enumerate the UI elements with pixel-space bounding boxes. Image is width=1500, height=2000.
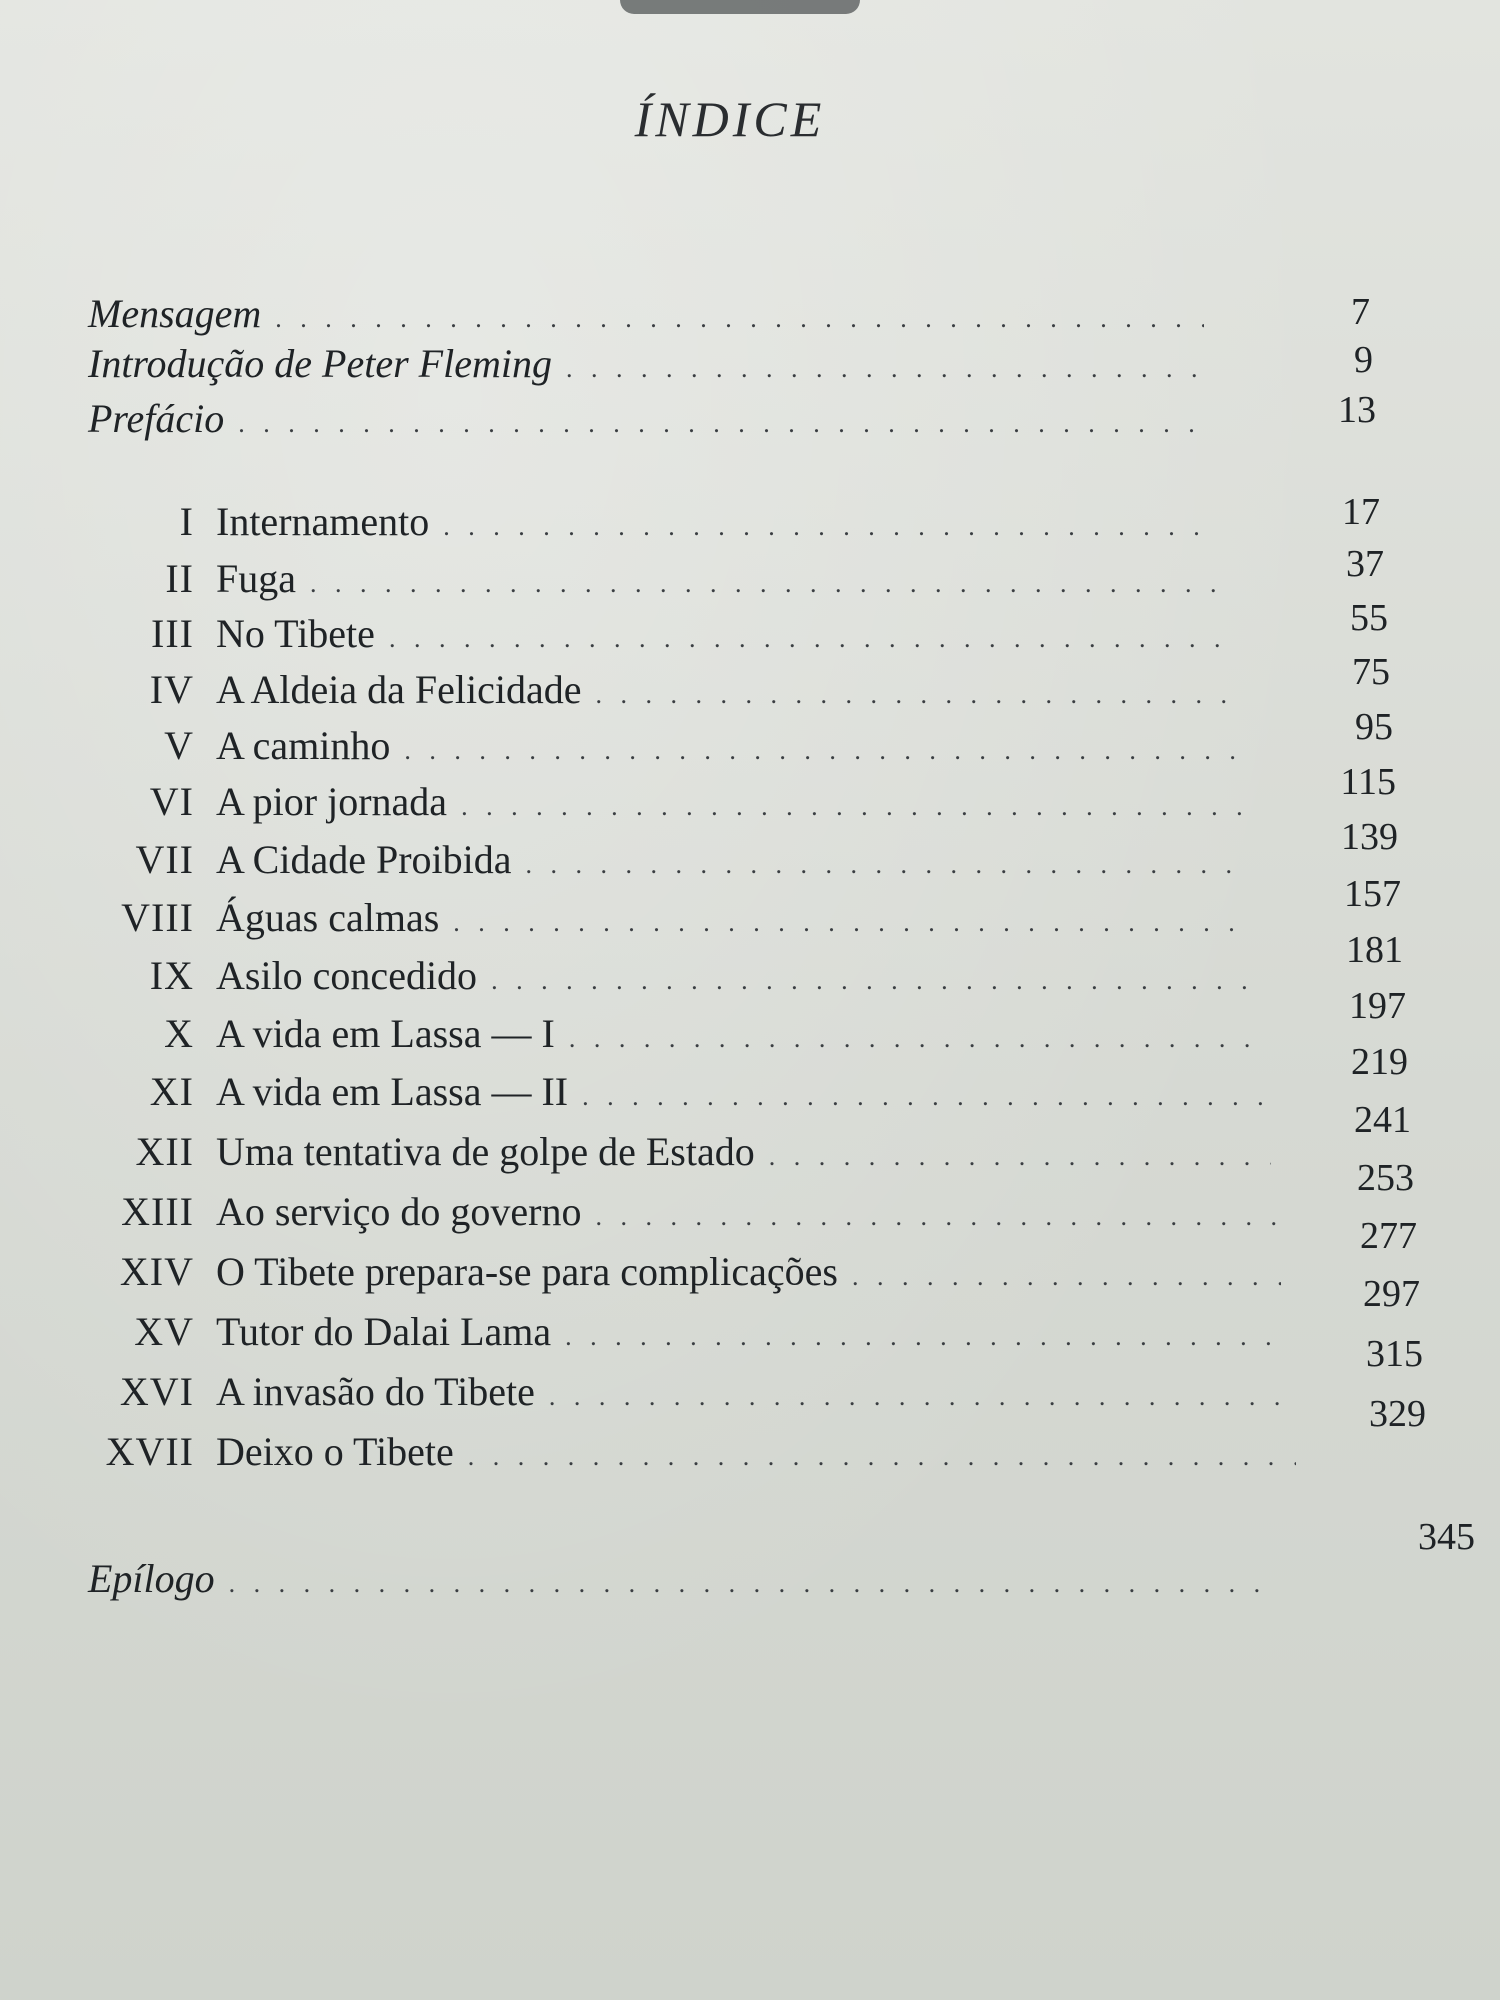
chapter-page-number: 75 xyxy=(1352,651,1390,693)
chapter-numeral: I xyxy=(179,499,194,544)
chapter-numeral: XII xyxy=(135,1129,194,1174)
chapter-numeral: XVII xyxy=(105,1429,194,1474)
chapter-page-number: 55 xyxy=(1350,597,1388,639)
chapter-page-number: 277 xyxy=(1360,1215,1417,1257)
chapter-numeral: II xyxy=(165,556,194,601)
toc-chapter-14 xyxy=(90,1248,1295,1296)
dot-leader xyxy=(310,569,1221,599)
dot-leader xyxy=(238,409,1214,439)
toc-entry-epilogo xyxy=(88,1555,1278,1603)
chapter-title: A pior jornada xyxy=(216,779,448,824)
chapter-title: Deixo o Tibete xyxy=(216,1429,454,1474)
toc-chapter-4 xyxy=(90,666,1245,714)
toc-entry-label: Prefácio xyxy=(88,396,225,441)
chapter-title: Fuga xyxy=(216,556,296,601)
chapter-title: No Tibete xyxy=(216,611,375,656)
toc-chapter-1 xyxy=(90,498,1230,546)
dot-leader xyxy=(461,792,1241,822)
toc-chapter-9 xyxy=(90,952,1270,1000)
page-title: ÍNDICE xyxy=(634,91,826,147)
dot-leader xyxy=(491,966,1256,996)
toc-chapter-15 xyxy=(90,1308,1300,1356)
chapter-numeral: XV xyxy=(134,1309,194,1354)
chapter-title: Tutor do Dalai Lama xyxy=(216,1309,552,1354)
dot-leader xyxy=(565,1322,1286,1352)
dot-leader xyxy=(389,624,1226,654)
chapter-page-number: 139 xyxy=(1341,816,1398,858)
toc-chapter-6 xyxy=(90,778,1255,826)
toc-page-number: 13 xyxy=(1338,389,1376,431)
chapter-page-number: 241 xyxy=(1354,1099,1411,1141)
chapter-numeral: IX xyxy=(149,953,194,998)
chapter-numeral: XIV xyxy=(119,1249,194,1294)
chapter-title: Internamento xyxy=(216,499,430,544)
chapter-title: A vida em Lassa — II xyxy=(216,1069,569,1114)
chapter-page-number: 253 xyxy=(1357,1157,1414,1199)
chapter-page-number: 315 xyxy=(1366,1333,1423,1375)
dot-leader xyxy=(468,1442,1296,1472)
toc-page-number: 9 xyxy=(1354,339,1373,381)
chapter-page-number: 181 xyxy=(1346,929,1403,971)
page-top-shadow xyxy=(620,0,860,14)
chapter-numeral: X xyxy=(164,1011,194,1056)
toc-entry-introducao xyxy=(88,340,1218,388)
toc-entry-mensagem xyxy=(88,290,1218,338)
toc-chapter-12 xyxy=(90,1128,1285,1176)
chapter-numeral: VIII xyxy=(121,895,194,940)
chapter-title: Asilo concedido xyxy=(216,953,478,998)
toc-entry-label: Mensagem xyxy=(88,291,262,336)
dot-leader xyxy=(769,1142,1271,1172)
chapter-numeral: III xyxy=(151,611,194,656)
toc-chapter-11 xyxy=(90,1068,1280,1116)
chapter-numeral: XIII xyxy=(121,1189,194,1234)
chapter-numeral: IV xyxy=(149,667,194,712)
dot-leader xyxy=(566,354,1204,384)
dot-leader xyxy=(526,850,1246,880)
dot-leader xyxy=(443,512,1216,542)
dot-leader xyxy=(549,1382,1291,1412)
chapter-numeral: VI xyxy=(149,779,194,824)
toc-chapter-5 xyxy=(90,722,1250,770)
dot-leader xyxy=(275,304,1204,334)
chapter-page-number: 197 xyxy=(1349,985,1406,1027)
chapter-numeral: V xyxy=(164,723,194,768)
chapter-title: A vida em Lassa — I xyxy=(216,1011,555,1056)
toc-page-number: 7 xyxy=(1351,291,1370,333)
toc-chapter-10 xyxy=(90,1010,1275,1058)
chapter-title: A invasão do Tibete xyxy=(216,1369,535,1414)
chapter-title: A Aldeia da Felicidade xyxy=(216,667,582,712)
chapter-page-number: 219 xyxy=(1351,1041,1408,1083)
chapter-page-number: 115 xyxy=(1340,761,1396,803)
toc-page-number: 345 xyxy=(1418,1516,1475,1558)
chapter-page-number: 37 xyxy=(1346,543,1384,585)
dot-leader xyxy=(595,680,1231,710)
toc-entry-prefacio xyxy=(88,395,1228,443)
chapter-numeral: XI xyxy=(149,1069,194,1114)
chapter-title: A caminho xyxy=(216,723,391,768)
dot-leader xyxy=(852,1262,1281,1292)
toc-chapter-8 xyxy=(90,894,1265,942)
toc-chapter-3 xyxy=(90,610,1240,658)
chapter-page-number: 157 xyxy=(1344,873,1401,915)
toc-chapter-16 xyxy=(90,1368,1305,1416)
dot-leader xyxy=(582,1082,1266,1112)
dot-leader xyxy=(453,908,1251,938)
dot-leader xyxy=(404,736,1236,766)
chapter-title: Uma tentativa de golpe de Estado xyxy=(216,1129,755,1174)
chapter-page-number: 95 xyxy=(1355,706,1393,748)
toc-entry-label: Epílogo xyxy=(88,1556,215,1601)
toc-chapter-2 xyxy=(90,555,1235,603)
chapter-numeral: XVI xyxy=(119,1369,194,1414)
chapter-title: Águas calmas xyxy=(216,895,440,940)
chapter-title: A Cidade Proibida xyxy=(216,837,512,882)
chapter-page-number: 329 xyxy=(1369,1393,1426,1435)
chapter-title: Ao serviço do governo xyxy=(216,1189,582,1234)
chapter-page-number: 17 xyxy=(1342,491,1380,533)
dot-leader xyxy=(569,1024,1261,1054)
dot-leader xyxy=(595,1202,1276,1232)
toc-chapter-7 xyxy=(90,836,1260,884)
toc-entry-label: Introdução de Peter Fleming xyxy=(88,341,552,386)
chapter-page-number: 297 xyxy=(1363,1273,1420,1315)
chapter-title: O Tibete prepara-se para complicações xyxy=(216,1249,838,1294)
chapter-numeral: VII xyxy=(135,837,194,882)
dot-leader xyxy=(229,1569,1264,1599)
toc-chapter-13 xyxy=(90,1188,1290,1236)
toc-chapter-17 xyxy=(90,1428,1310,1476)
